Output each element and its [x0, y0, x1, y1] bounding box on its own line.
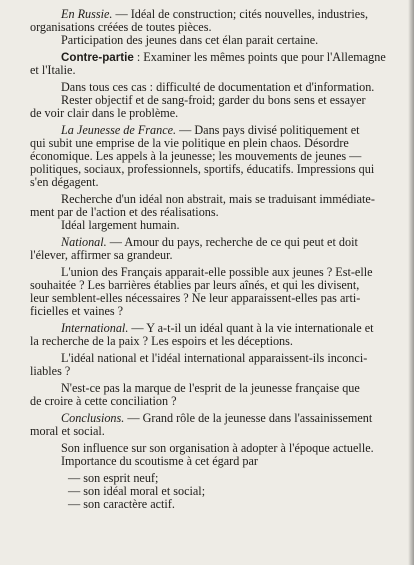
- text-line: [61, 51, 386, 64]
- text-run: de croire à cette conciliation ?: [30, 394, 177, 408]
- text-run: Participation des jeunes dans cet élan parait certaine.: [61, 33, 319, 47]
- text-line: [61, 352, 367, 365]
- text-run: l'élever, affirmer sa grandeur.: [30, 248, 173, 262]
- page-edge-shadow: [408, 0, 414, 565]
- text-run: ficielles et vaines ?: [30, 304, 124, 318]
- section-heading: Contre-partie: [61, 51, 134, 64]
- text-run: organisations créées de toutes pièces.: [30, 20, 212, 34]
- text-run: de voir clair dans le problème.: [30, 106, 179, 120]
- text-run: Dans tous ces cas : difficulté de documentation et d'information.: [61, 80, 375, 94]
- text-line: [61, 34, 318, 47]
- text-line: [30, 335, 293, 348]
- text-run: la recherche de la paix ? Les espoirs et les déceptions.: [30, 334, 293, 348]
- text-line: [61, 455, 258, 468]
- text-line: [68, 498, 175, 511]
- section-heading: International.: [61, 321, 129, 335]
- text-run: — Amour du pays, recherche de ce qui peut et doit: [106, 235, 358, 249]
- text-run: L'idéal national et l'idéal international apparaissent-ils inconci-: [61, 351, 368, 365]
- text-line: [30, 64, 76, 77]
- text-run: — Grand rôle de la jeunesse dans l'assainissement: [124, 411, 373, 425]
- text-run: liables ?: [30, 364, 71, 378]
- section-heading: En Russie.: [61, 7, 113, 21]
- section-heading: National.: [61, 235, 107, 249]
- text-run: Importance du scoutisme à cet égard par: [61, 454, 258, 468]
- text-run: et l'Italie.: [30, 63, 76, 77]
- text-line: [30, 395, 177, 408]
- text-line: [61, 219, 180, 232]
- text-run: moral et social.: [30, 424, 105, 438]
- text-line: [30, 249, 173, 262]
- text-run: Rester objectif et de sang-froid; garder du bons sens et essayer: [61, 93, 366, 107]
- text-run: politiques, sociaux, professionnels, sportifs, éducatifs. Impressions qui: [30, 162, 375, 176]
- text-run: ment par de l'action et des réalisations.: [30, 205, 219, 219]
- text-run: — son caractère actif.: [68, 497, 175, 511]
- text-run: L'union des Français apparait-elle possible aux jeunes ? Est-elle: [61, 265, 373, 279]
- text-run: — son idéal moral et social;: [68, 484, 206, 498]
- text-line: [30, 176, 99, 189]
- text-line: [30, 305, 123, 318]
- text-run: Idéal largement humain.: [61, 218, 180, 232]
- text-run: leur semblent-elles nécessaires ? Ne leur apparaissent-elles pas arti-: [30, 291, 361, 305]
- text-run: Son influence sur son organisation à adopter à l'époque actuelle.: [61, 441, 374, 455]
- text-run: — son esprit neuf;: [68, 471, 159, 485]
- text-run: s'en dégagent.: [30, 175, 99, 189]
- text-run: N'est-ce pas la marque de l'esprit de la jeunesse française que: [61, 381, 360, 395]
- text-run: qui subit une emprise de la vie politique en plein chaos. Désordre: [30, 136, 349, 150]
- text-line: [61, 412, 372, 425]
- text-run: — Idéal de construction; cités nouvelles, industries,: [112, 7, 368, 21]
- text-run: Recherche d'un idéal non abstrait, mais se traduisant immédiate-: [61, 192, 375, 206]
- text-run: souhaitée ? Les barrières établies par leurs aînés, et qui les divisent,: [30, 278, 360, 292]
- text-run: économique. Les appels à la jeunesse; les mouvements de jeunes —: [30, 149, 362, 163]
- text-line: [30, 425, 105, 438]
- text-run: — Y a-t-il un idéal quant à la vie internationale et: [128, 321, 374, 335]
- text-run: : Examiner les mêmes points que pour l'Allemagne: [133, 50, 386, 64]
- section-heading: Conclusions.: [61, 411, 125, 425]
- text-line: [30, 107, 178, 120]
- text-line: [30, 365, 70, 378]
- text-run: — Dans pays divisé politiquement et: [176, 123, 360, 137]
- section-heading: La Jeunesse de France.: [61, 123, 177, 137]
